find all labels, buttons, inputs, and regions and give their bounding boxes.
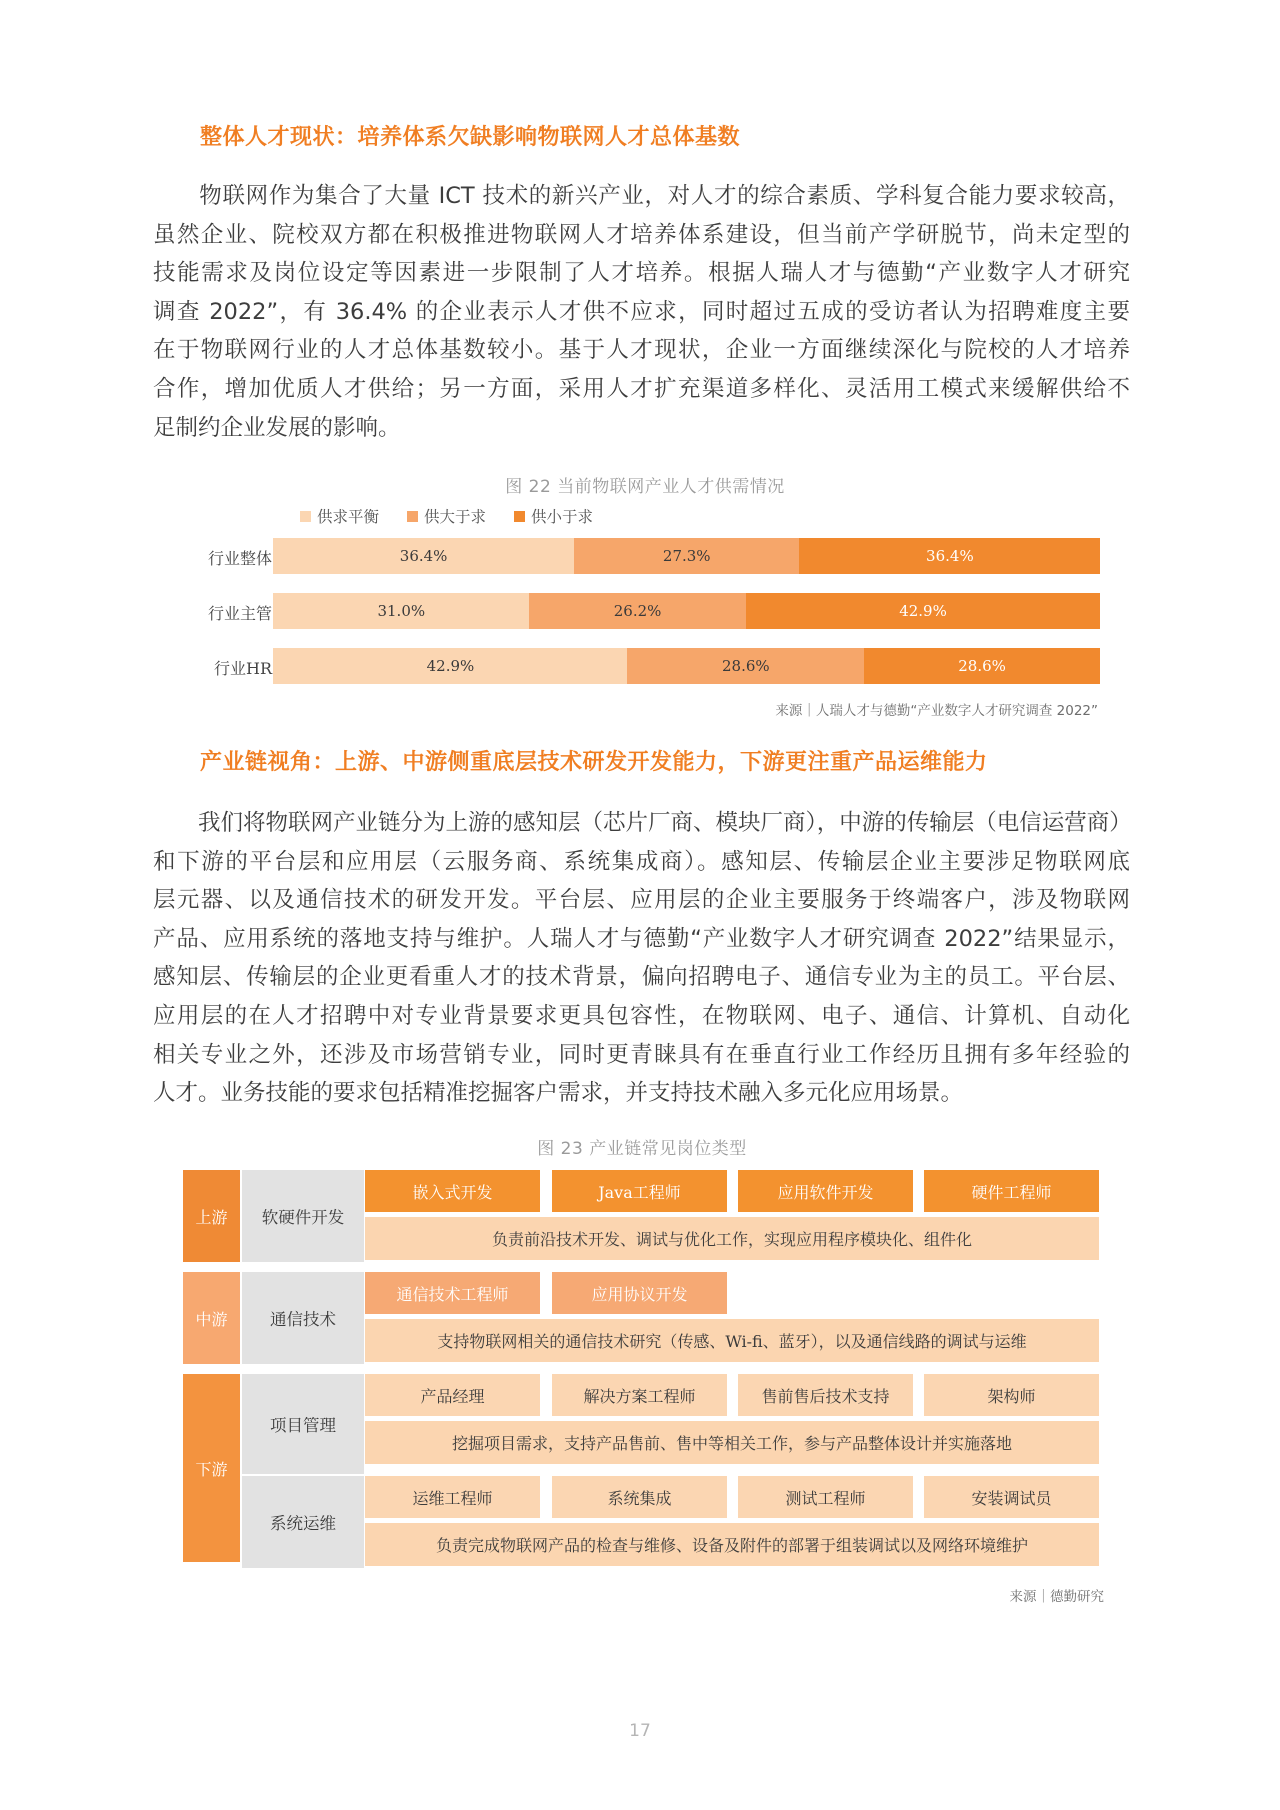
category-label: 软硬件开发	[242, 1170, 364, 1262]
chart-legend	[300, 505, 593, 527]
role-cell: 通信技术工程师	[365, 1272, 540, 1314]
bar-segment: 31.0%	[273, 593, 530, 629]
tier-label: 上游	[183, 1170, 240, 1262]
category-label: 项目管理	[242, 1374, 364, 1474]
stacked-bar	[273, 593, 1100, 629]
role-cell: 系统集成	[552, 1476, 727, 1518]
bar-segment: 42.9%	[746, 593, 1101, 629]
paragraph-line: 层元器、以及通信技术的研发开发。平台层、应用层的企业主要服务于终端客户，涉及物联网	[153, 887, 1130, 914]
role-cell: 安装调试员	[924, 1476, 1099, 1518]
bar-segment: 36.4%	[799, 538, 1100, 574]
stacked-bar	[273, 538, 1100, 574]
category-label: 行业HR	[213, 659, 272, 678]
legend-label: 供小于求	[531, 508, 594, 526]
bar-segment: 28.6%	[627, 648, 864, 684]
paragraph-line: 虽然企业、院校双方都在积极推进物联网人才培养体系建设，但当前产学研脱节，尚未定型的	[153, 221, 1130, 248]
legend-item	[514, 505, 593, 527]
category-label: 行业整体	[207, 549, 272, 568]
paragraph-talent-status	[153, 177, 1130, 447]
section-heading-industry-chain: 产业链视角：上游、中游侧重底层技术研发开发能力，下游更注重产品运维能力	[200, 750, 988, 775]
role-description: 挖掘项目需求，支持产品售前、售中等相关工作，参与产品整体设计并实施落地	[365, 1421, 1099, 1464]
paragraph-line: 我们将物联网产业链分为上游的感知层（芯片厂商、模块厂商），中游的传输层（电信运营商）	[153, 810, 1132, 836]
figure-22-source: 来源｜人瑞人才与德勤“产业数字人才研究调查 2022”	[775, 703, 1098, 719]
stacked-bar	[273, 648, 1100, 684]
figure-23-title: 图 23 产业链常见岗位类型	[537, 1139, 747, 1159]
section-heading-talent-status: 整体人才现状：培养体系欠缺影响物联网人才总体基数	[200, 125, 741, 150]
paragraph-line: 应用层的在人才招聘中对专业背景要求更具包容性，在物联网、电子、通信、计算机、自动化	[153, 1002, 1130, 1029]
role-cell: 测试工程师	[738, 1476, 913, 1518]
paragraph-line: 产品、应用系统的落地支持与维护。人瑞人才与德勤“产业数字人才研究调查 2022”结果显示，	[153, 925, 1130, 952]
role-cell: 产品经理	[365, 1374, 540, 1416]
role-description: 负责完成物联网产品的检查与维修、设备及附件的部署于组装调试以及网络环境维护	[365, 1523, 1099, 1566]
role-description: 负责前沿技术开发、调试与优化工作，实现应用程序模块化、组件化	[365, 1217, 1099, 1260]
paragraph-line: 技能需求及岗位设定等因素进一步限制了人才培养。根据人瑞人才与德勤“产业数字人才研究	[153, 260, 1130, 287]
paragraph-line: 物联网作为集合了大量 ICT 技术的新兴产业，对人才的综合素质、学科复合能力要求较高，	[153, 183, 1130, 209]
tier-label: 下游	[183, 1374, 240, 1562]
legend-label: 供求平衡	[317, 508, 380, 526]
paragraph-line: 足制约企业发展的影响。	[153, 414, 401, 441]
role-cell: Java工程师	[552, 1170, 727, 1212]
paragraph-line: 感知层、传输层的企业更看重人才的技术背景，偏向招聘电子、通信专业为主的员工。平台层、	[153, 964, 1130, 991]
tier-label: 中游	[183, 1272, 240, 1364]
role-cell: 解决方案工程师	[552, 1374, 727, 1416]
legend-item	[300, 505, 379, 527]
bar-segment: 27.3%	[574, 538, 800, 574]
role-cell: 售前售后技术支持	[738, 1374, 913, 1416]
paragraph-industry-chain	[153, 804, 1130, 1113]
page-number: 17	[629, 1721, 651, 1741]
bar-segment: 26.2%	[529, 593, 746, 629]
legend-item	[407, 505, 486, 527]
legend-label: 供大于求	[424, 508, 487, 526]
bar-segment: 36.4%	[273, 538, 574, 574]
bar-segment: 28.6%	[864, 648, 1101, 684]
bar-segment: 42.9%	[273, 648, 628, 684]
role-cell: 应用软件开发	[738, 1170, 913, 1212]
paragraph-line: 在于物联网行业的人才总体基数较小。基于人才现状，企业一方面继续深化与院校的人才培养	[153, 337, 1130, 364]
category-label: 通信技术	[242, 1272, 364, 1364]
role-cell: 应用协议开发	[552, 1272, 727, 1314]
category-label: 行业主管	[207, 604, 272, 623]
role-description: 支持物联网相关的通信技术研究（传感、Wi-fi、蓝牙），以及通信线路的调试与运维	[365, 1319, 1099, 1362]
paragraph-line: 调查 2022”，有 36.4% 的企业表示人才供不应求，同时超过五成的受访者认为招聘难度主要	[153, 298, 1130, 325]
paragraph-line: 和下游的平台层和应用层（云服务商、系统集成商）。感知层、传输层企业主要涉足物联网底	[153, 848, 1130, 875]
role-cell: 嵌入式开发	[365, 1170, 540, 1212]
paragraph-line: 合作，增加优质人才供给；另一方面，采用人才扩充渠道多样化、灵活用工模式来缓解供给不	[153, 375, 1130, 402]
figure-23-source: 来源｜德勤研究	[1009, 1589, 1104, 1605]
role-cell: 架构师	[924, 1374, 1099, 1416]
legend-swatch	[300, 511, 311, 522]
job-types-table	[183, 1170, 1099, 1562]
category-label: 系统运维	[242, 1476, 364, 1568]
legend-swatch	[514, 511, 525, 522]
paragraph-line: 相关专业之外，还涉及市场营销专业，同时更青睐具有在垂直行业工作经历且拥有多年经验的	[153, 1041, 1130, 1068]
stacked-bar-chart	[180, 530, 1100, 690]
role-cell: 运维工程师	[365, 1476, 540, 1518]
role-cell: 硬件工程师	[924, 1170, 1099, 1212]
legend-swatch	[407, 511, 418, 522]
paragraph-line: 人才。业务技能的要求包括精准挖掘客户需求，并支持技术融入多元化应用场景。	[153, 1080, 964, 1107]
figure-22-title: 图 22 当前物联网产业人才供需情况	[505, 477, 785, 497]
